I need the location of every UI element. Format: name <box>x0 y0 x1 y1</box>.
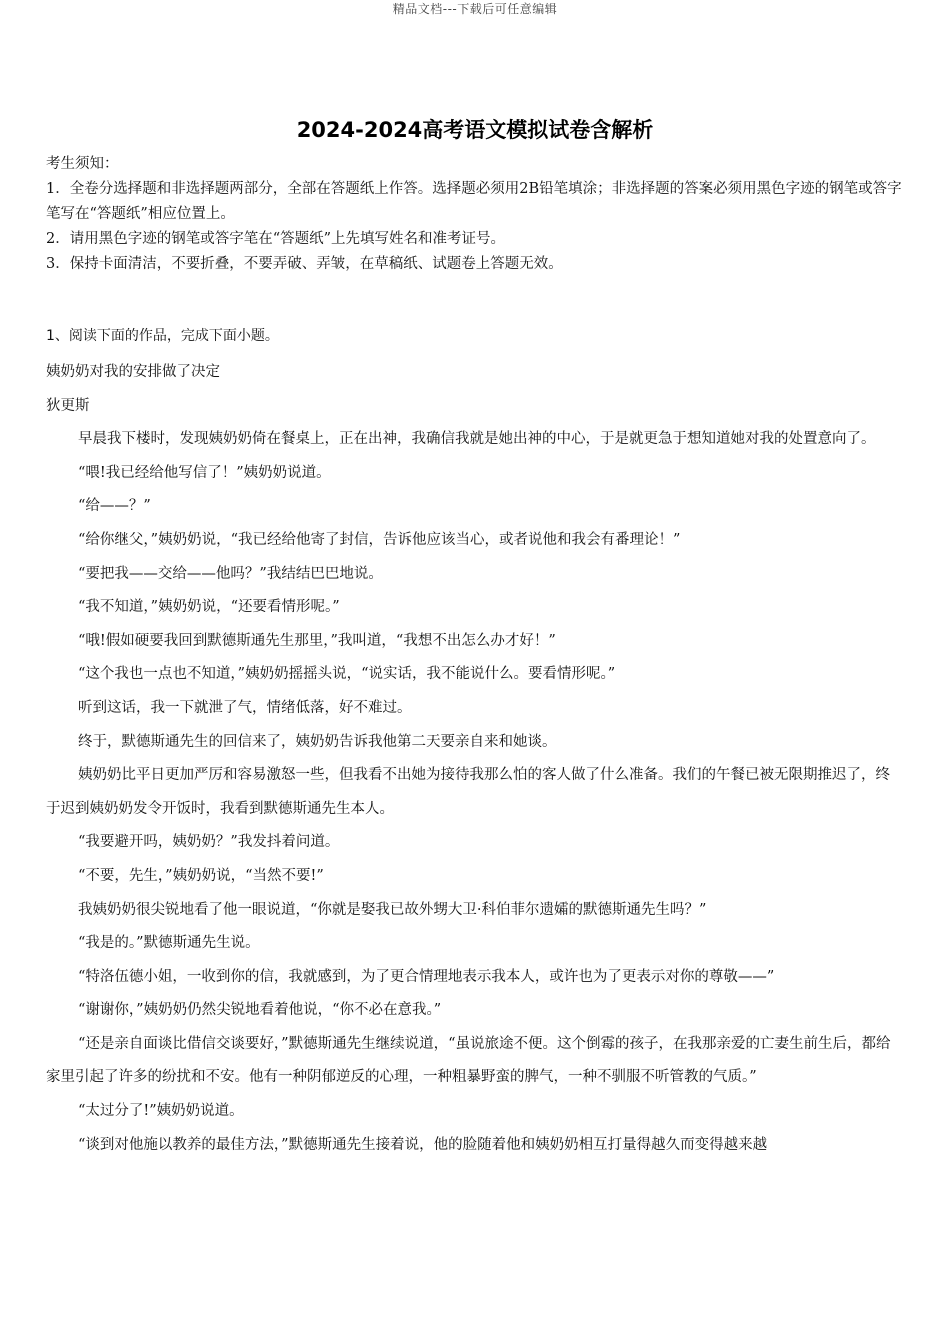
story-paragraph: “谢谢你，”姨奶奶仍然尖锐地看着他说，“你不必在意我。” <box>78 1002 442 1019</box>
story-paragraph: 听到这话，我一下就泄了气，情绪低落，好不难过。 <box>78 699 412 716</box>
question-intro: 1、阅读下面的作品，完成下面小题。 <box>46 328 279 344</box>
story-paragraph: “给——？” <box>78 498 151 515</box>
story-paragraph: “这个我也一点也不知道，”姨奶奶摇摇头说，“说实话，我不能说什么。要看情形呢。” <box>78 666 616 683</box>
notice-item: 1．全卷分选择题和非选择题两部分，全部在答题纸上作答。选择题必须用2B铅笔填涂；非选择题的答案必须用黑色字迹的钢笔或答字笔写在“答题纸”相应位置上。 <box>46 181 902 222</box>
story-paragraph: “我不知道，”姨奶奶说，“还要看情形呢。” <box>78 599 340 616</box>
page-title: 2024-2024高考语文模拟试卷含解析 <box>296 118 654 142</box>
story-paragraph: “不要，先生，”姨奶奶说，“当然不要!” <box>78 867 324 884</box>
story-body <box>46 356 904 1162</box>
story-paragraph: “给你继父，”姨奶奶说，“我已经给他寄了封信，告诉他应该当心，或者说他和我会有番理论！” <box>78 531 681 548</box>
header-note: 精品文档---下载后可任意编辑 <box>392 2 558 16</box>
story-author: 狄更斯 <box>46 397 90 414</box>
notice-heading: 考生须知： <box>46 156 119 172</box>
notice-item: 2．请用黑色字迹的钢笔或答字笔在“答题纸”上先填写姓名和准考证号。 <box>46 231 506 247</box>
story-paragraph: 我姨奶奶很尖锐地看了他一眼说道，“你就是娶我已故外甥大卫·科伯菲尔遗孀的默德斯通先生吗？” <box>78 901 707 918</box>
notice-list <box>46 177 906 277</box>
story-paragraph: 早晨我下楼时，发现姨奶奶倚在餐桌上，正在出神，我确信我就是她出神的中心，于是就更急于想知道她对我的处置意向了。 <box>78 431 876 448</box>
story-paragraph: “特洛伍德小姐，一收到你的信，我就感到，为了更合情理地表示我本人，或许也为了更表示对你的尊敬——” <box>78 968 775 985</box>
story-paragraph: “哦!假如硬要我回到默德斯通先生那里，”我叫道，“我想不出怎么办才好！” <box>78 632 556 649</box>
story-paragraph: “喂!我已经给他写信了！”姨奶奶说道。 <box>78 464 331 481</box>
story-paragraph: “太过分了!”姨奶奶说道。 <box>78 1103 244 1120</box>
story-paragraph: “我要避开吗，姨奶奶？”我发抖着问道。 <box>78 834 340 851</box>
story-title: 姨奶奶对我的安排做了决定 <box>46 364 220 380</box>
story-paragraph: “要把我——交给——他吗？”我结结巴巴地说。 <box>78 565 383 582</box>
story-paragraph: “还是亲自面谈比借信交谈要好，”默德斯通先生继续说道，“虽说旅途不便。这个倒霉的孩子，在我那亲爱的亡妻生前生后，都给家里引起了许多的纷扰和不安。他有一种阴郁逆反的心理，一种粗暴野蛮的脾气，一种不驯服不听管教的气质。” <box>46 1035 891 1086</box>
notice-item: 3．保持卡面清洁，不要折叠，不要弄破、弄皱，在草稿纸、试题卷上答题无效。 <box>46 256 563 272</box>
story-paragraph: “我是的。”默德斯通先生说。 <box>78 935 260 952</box>
story-paragraph: “谈到对他施以教养的最佳方法，”默德斯通先生接着说，他的脸随着他和姨奶奶相互打量得越久而变得越来越 <box>78 1136 768 1153</box>
story-paragraph: 姨奶奶比平日更加严厉和容易激怒一些，但我看不出她为接待我那么怕的客人做了什么准备。我们的午餐已被无限期推迟了，终于迟到姨奶奶发令开饭时，我看到默德斯通先生本人。 <box>46 767 890 817</box>
story-paragraph: 终于，默德斯通先生的回信来了，姨奶奶告诉我他第二天要亲自来和她谈。 <box>78 733 557 750</box>
